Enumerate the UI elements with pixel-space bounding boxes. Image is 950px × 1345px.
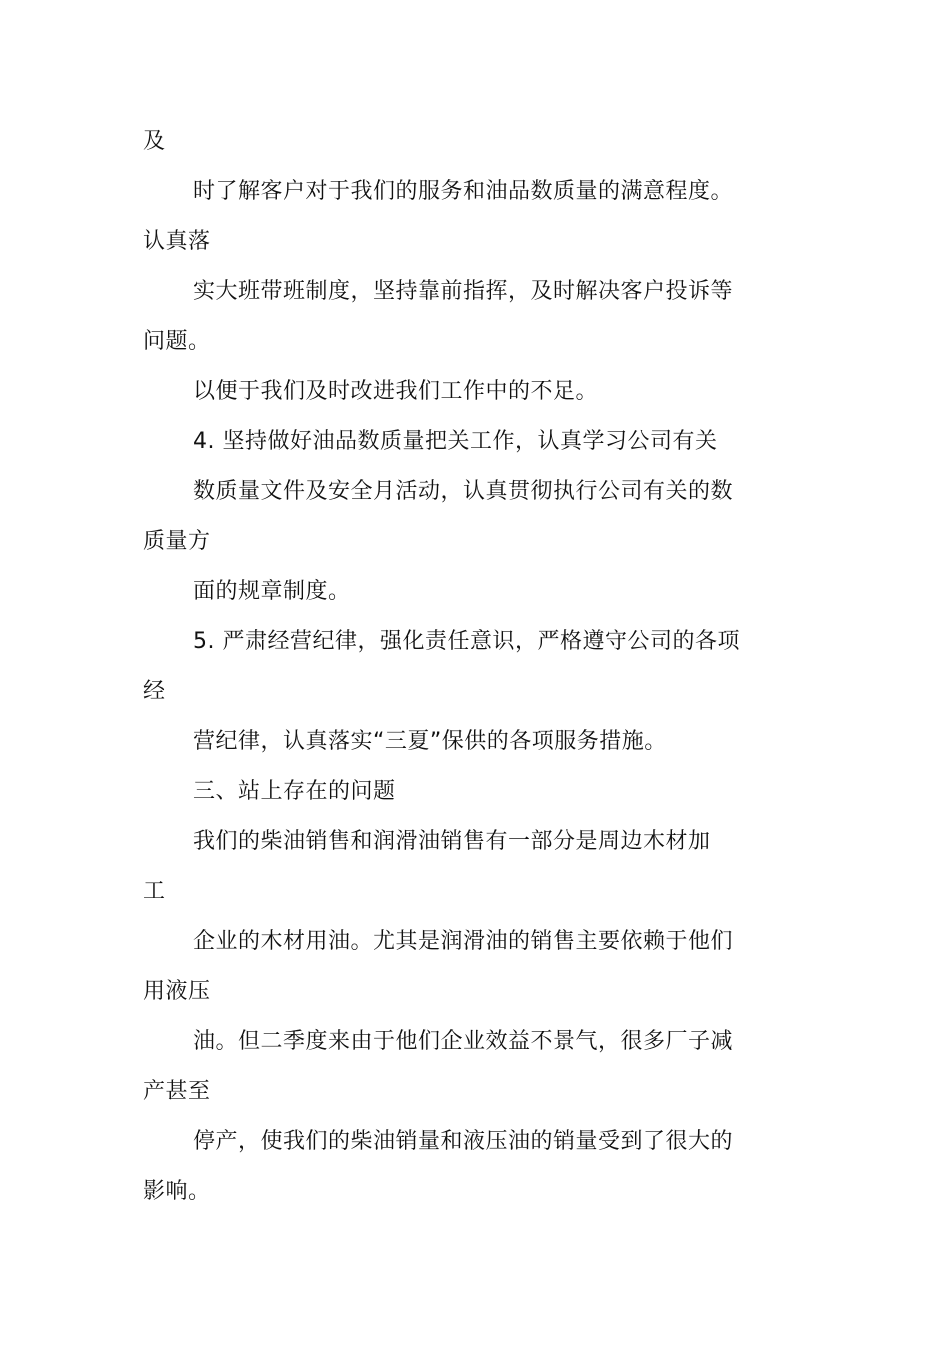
list-item-5: 5. 严肃经营纪律，强化责任意识，严格遵守公司的各项 (193, 629, 740, 654)
text-line: 面的规章制度。 (193, 579, 351, 604)
text-line: 及 (143, 129, 166, 154)
text-line: 影响。 (143, 1179, 211, 1204)
text-line: 营纪律，认真落实“三夏”保供的各项服务措施。 (193, 729, 667, 754)
text-line: 认真落 (143, 229, 211, 254)
text-line: 停产，使我们的柴油销量和液压油的销量受到了很大的 (193, 1129, 734, 1154)
text-line: 问题。 (143, 329, 211, 354)
section-heading: 三、站上存在的问题 (193, 779, 396, 804)
text-line: 产甚至 (143, 1079, 211, 1104)
text-line: 时了解客户对于我们的服务和油品数质量的满意程度。 (193, 179, 734, 204)
text-line: 质量方 (143, 529, 211, 554)
text-line: 以便于我们及时改进我们工作中的不足。 (193, 379, 599, 404)
text-line: 我们的柴油销售和润滑油销售有一部分是周边木材加 (193, 829, 711, 854)
text-line: 工 (143, 879, 166, 904)
text-line: 用液压 (143, 979, 211, 1004)
text-line: 数质量文件及安全月活动，认真贯彻执行公司有关的数 (193, 479, 734, 504)
text-line: 油。但二季度来由于他们企业效益不景气，很多厂子减 (193, 1029, 734, 1054)
text-line: 实大班带班制度，坚持靠前指挥，及时解决客户投诉等 (193, 279, 734, 304)
text-line: 经 (143, 679, 166, 704)
text-line: 企业的木材用油。尤其是润滑油的销售主要依赖于他们 (193, 929, 734, 954)
list-item-4: 4. 坚持做好油品数质量把关工作，认真学习公司有关 (193, 429, 718, 454)
